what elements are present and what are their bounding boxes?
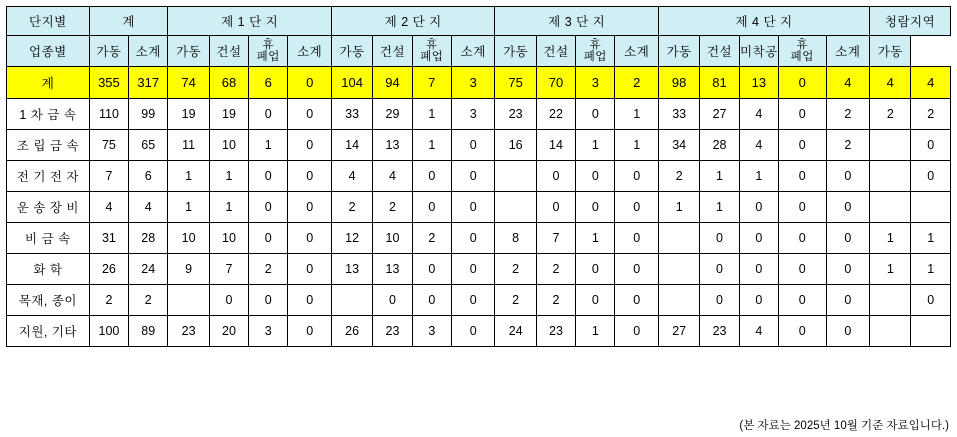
row-label: 목재, 종이 — [7, 285, 90, 316]
table-cell: 2 — [89, 285, 128, 316]
table-cell: 0 — [451, 285, 495, 316]
table-cell — [658, 254, 699, 285]
table-cell: 0 — [412, 161, 451, 192]
table-cell: 29 — [373, 99, 412, 130]
header-cell-category: 건설 — [536, 36, 575, 67]
table-cell: 1 — [209, 192, 248, 223]
header-cell-complex: 제 4 단 지 — [658, 7, 869, 36]
total-row-cell: 94 — [373, 67, 412, 99]
table-cell: 0 — [288, 130, 332, 161]
table-cell: 13 — [373, 130, 412, 161]
table-cell: 1 — [700, 161, 739, 192]
table-cell: 0 — [288, 192, 332, 223]
table-body — [7, 7, 951, 347]
table-cell: 0 — [700, 223, 739, 254]
table-cell: 0 — [739, 254, 778, 285]
table-row — [7, 254, 951, 285]
table-cell: 1 — [870, 254, 911, 285]
table-cell: 0 — [576, 161, 615, 192]
table-cell: 0 — [778, 130, 826, 161]
table-cell: 0 — [826, 254, 870, 285]
table-cell: 89 — [129, 316, 168, 347]
table-cell: 75 — [89, 130, 128, 161]
table-cell: 0 — [739, 192, 778, 223]
table-cell: 2 — [495, 285, 536, 316]
table-row — [7, 99, 951, 130]
table-cell: 7 — [209, 254, 248, 285]
header-cell-category: 건설 — [700, 36, 739, 67]
table-cell: 2 — [249, 254, 288, 285]
table-cell: 4 — [739, 99, 778, 130]
table-cell: 33 — [331, 99, 372, 130]
table-cell: 99 — [129, 99, 168, 130]
table-row — [7, 161, 951, 192]
row-label: 전 기 전 자 — [7, 161, 90, 192]
table-cell: 10 — [373, 223, 412, 254]
table-cell: 0 — [739, 285, 778, 316]
table-cell: 23 — [700, 316, 739, 347]
table-row — [7, 223, 951, 254]
table-cell: 2 — [129, 285, 168, 316]
table-cell — [870, 316, 911, 347]
table-cell: 0 — [615, 161, 659, 192]
total-row-cell: 104 — [331, 67, 372, 99]
header-cell-category-line: 폐업 — [790, 51, 814, 63]
table-cell: 2 — [373, 192, 412, 223]
table-cell: 0 — [249, 99, 288, 130]
table-cell: 2 — [495, 254, 536, 285]
total-row-cell: 3 — [576, 67, 615, 99]
table-cell: 8 — [495, 223, 536, 254]
table-cell — [495, 192, 536, 223]
total-row-cell: 7 — [412, 67, 451, 99]
table-cell: 4 — [739, 316, 778, 347]
table-cell: 1 — [576, 130, 615, 161]
header-cell-category: 건설 — [373, 36, 412, 67]
table-cell — [870, 285, 911, 316]
header-cell-category: 미착공 — [739, 36, 778, 67]
table-cell: 10 — [209, 223, 248, 254]
table-cell: 9 — [168, 254, 209, 285]
total-row-cell: 0 — [778, 67, 826, 99]
table-cell: 0 — [615, 192, 659, 223]
header-cell-category: 가동 — [495, 36, 536, 67]
total-row-label: 계 — [7, 67, 90, 99]
table-cell: 4 — [331, 161, 372, 192]
header-cell-category — [778, 36, 826, 67]
table-cell: 31 — [89, 223, 128, 254]
table-cell: 0 — [826, 192, 870, 223]
table-cell: 1 — [576, 223, 615, 254]
table-cell: 110 — [89, 99, 128, 130]
table-cell: 1 — [700, 192, 739, 223]
table-cell: 7 — [89, 161, 128, 192]
table-cell: 2 — [536, 254, 575, 285]
table-cell: 0 — [739, 223, 778, 254]
table-cell: 0 — [288, 99, 332, 130]
table-cell: 3 — [451, 99, 495, 130]
row-label: 운 송 장 비 — [7, 192, 90, 223]
table-cell: 16 — [495, 130, 536, 161]
table-cell: 24 — [129, 254, 168, 285]
table-cell: 27 — [700, 99, 739, 130]
table-cell: 2 — [412, 223, 451, 254]
total-row-cell: 3 — [451, 67, 495, 99]
table-cell: 0 — [451, 161, 495, 192]
header-cell-category-line: 휴 — [796, 38, 809, 51]
table-cell: 2 — [826, 130, 870, 161]
table-cell: 1 — [209, 161, 248, 192]
table-cell: 0 — [615, 285, 659, 316]
table-cell: 0 — [576, 99, 615, 130]
table-cell: 0 — [778, 192, 826, 223]
table-cell: 0 — [451, 223, 495, 254]
table-cell: 0 — [249, 161, 288, 192]
total-row-cell: 4 — [826, 67, 870, 99]
header-cell-category-line: 휴 — [425, 38, 438, 51]
table-cell: 1 — [911, 254, 951, 285]
table-cell: 0 — [412, 285, 451, 316]
table-cell: 4 — [129, 192, 168, 223]
table-cell: 0 — [373, 285, 412, 316]
total-row-cell: 0 — [288, 67, 332, 99]
footnote: (본 자료는 2025년 10월 기준 자료입니다.) — [739, 420, 949, 432]
table-cell: 6 — [129, 161, 168, 192]
table-cell: 1 — [870, 223, 911, 254]
table-cell: 0 — [288, 316, 332, 347]
table-cell: 0 — [576, 254, 615, 285]
table-cell: 28 — [129, 223, 168, 254]
table-cell: 100 — [89, 316, 128, 347]
table-cell: 20 — [209, 316, 248, 347]
table-cell: 0 — [778, 254, 826, 285]
header-cell-complex: 제 1 단 지 — [168, 7, 332, 36]
table-cell: 26 — [331, 316, 372, 347]
table-row — [7, 192, 951, 223]
header-cell-category-line: 휴 — [262, 38, 275, 51]
table-cell — [658, 285, 699, 316]
table-cell: 65 — [129, 130, 168, 161]
industrial-complex-table — [6, 6, 951, 347]
header-cell-category: 소계 — [288, 36, 332, 67]
table-cell: 0 — [778, 285, 826, 316]
table-cell: 0 — [911, 161, 951, 192]
table-cell: 0 — [911, 285, 951, 316]
table-cell: 2 — [536, 285, 575, 316]
header-cell-category — [412, 36, 451, 67]
table-cell: 0 — [249, 223, 288, 254]
header-cell-category-line: 폐업 — [256, 51, 280, 63]
row-label: 1 차 금 속 — [7, 99, 90, 130]
total-row-cell: 74 — [168, 67, 209, 99]
table-cell: 0 — [778, 223, 826, 254]
table-cell: 0 — [700, 285, 739, 316]
row-label: 조 립 금 속 — [7, 130, 90, 161]
table-cell: 2 — [826, 99, 870, 130]
table-cell: 1 — [168, 192, 209, 223]
table-cell: 23 — [168, 316, 209, 347]
table-cell: 1 — [739, 161, 778, 192]
table-cell: 13 — [331, 254, 372, 285]
table-cell: 0 — [536, 161, 575, 192]
table-cell: 0 — [288, 223, 332, 254]
table-cell: 23 — [373, 316, 412, 347]
table-cell: 0 — [412, 192, 451, 223]
table-cell: 0 — [451, 192, 495, 223]
table-cell: 0 — [288, 285, 332, 316]
table-cell — [658, 223, 699, 254]
table-cell: 1 — [576, 316, 615, 347]
table-cell: 4 — [373, 161, 412, 192]
total-row-cell: 13 — [739, 67, 778, 99]
table-cell — [495, 161, 536, 192]
table-cell: 4 — [89, 192, 128, 223]
table-cell — [911, 192, 951, 223]
table-cell: 7 — [536, 223, 575, 254]
header-cell-complex: 계 — [89, 7, 168, 36]
table-cell: 0 — [249, 285, 288, 316]
header-cell-category: 가동 — [331, 36, 372, 67]
header-cell-category: 가동 — [870, 36, 911, 67]
table-cell: 3 — [249, 316, 288, 347]
table-cell: 0 — [288, 161, 332, 192]
table-cell — [870, 192, 911, 223]
header-cell-category: 소계 — [826, 36, 870, 67]
header-cell-category — [249, 36, 288, 67]
table-cell: 2 — [658, 161, 699, 192]
table-row — [7, 316, 951, 347]
table-cell: 14 — [331, 130, 372, 161]
table-cell: 0 — [826, 223, 870, 254]
table-cell: 1 — [412, 130, 451, 161]
table-cell: 0 — [451, 316, 495, 347]
table-cell: 26 — [89, 254, 128, 285]
header-cell-category: 가동 — [658, 36, 699, 67]
total-row-cell: 81 — [700, 67, 739, 99]
table-cell — [870, 130, 911, 161]
table-cell: 33 — [658, 99, 699, 130]
total-row-cell: 4 — [870, 67, 911, 99]
table-cell: 2 — [870, 99, 911, 130]
header-cell-category-line: 휴 — [589, 38, 602, 51]
header-cell-complex: 단지별 — [7, 7, 90, 36]
header-cell-category: 가동 — [89, 36, 128, 67]
header-cell-category-line: 폐업 — [420, 51, 444, 63]
header-cell-category: 가동 — [168, 36, 209, 67]
table-cell: 34 — [658, 130, 699, 161]
total-row-cell: 75 — [495, 67, 536, 99]
table-cell — [168, 285, 209, 316]
table-cell: 0 — [576, 192, 615, 223]
table-cell: 0 — [826, 161, 870, 192]
table-cell: 1 — [168, 161, 209, 192]
table-row — [7, 130, 951, 161]
header-row-complexes — [7, 7, 951, 36]
table-cell: 1 — [615, 99, 659, 130]
table-cell: 0 — [615, 223, 659, 254]
header-cell-category-line: 폐업 — [583, 51, 607, 63]
table-cell: 0 — [911, 130, 951, 161]
table-cell — [331, 285, 372, 316]
header-cell-complex: 제 2 단 지 — [331, 7, 495, 36]
table-cell: 2 — [911, 99, 951, 130]
table-cell: 0 — [536, 192, 575, 223]
table-cell: 0 — [778, 316, 826, 347]
total-row-cell: 68 — [209, 67, 248, 99]
table-cell — [911, 316, 951, 347]
table-cell: 19 — [168, 99, 209, 130]
table-cell: 11 — [168, 130, 209, 161]
table-cell: 10 — [209, 130, 248, 161]
table-cell: 0 — [412, 254, 451, 285]
table-cell: 3 — [412, 316, 451, 347]
table-cell: 0 — [615, 254, 659, 285]
table-cell: 22 — [536, 99, 575, 130]
table-cell — [870, 161, 911, 192]
table-cell: 14 — [536, 130, 575, 161]
table-cell: 4 — [739, 130, 778, 161]
total-row — [7, 67, 951, 99]
table-cell: 19 — [209, 99, 248, 130]
table-cell: 23 — [495, 99, 536, 130]
total-row-cell: 317 — [129, 67, 168, 99]
table-cell: 0 — [451, 254, 495, 285]
table-cell: 1 — [249, 130, 288, 161]
total-row-cell: 355 — [89, 67, 128, 99]
table-cell: 23 — [536, 316, 575, 347]
table-cell: 0 — [778, 99, 826, 130]
table-cell: 10 — [168, 223, 209, 254]
table-cell: 28 — [700, 130, 739, 161]
header-cell-complex: 청람지역 — [870, 7, 951, 36]
table-cell: 24 — [495, 316, 536, 347]
table-cell: 0 — [249, 192, 288, 223]
header-cell-category: 소계 — [451, 36, 495, 67]
total-row-cell: 4 — [911, 67, 951, 99]
row-label: 비 금 속 — [7, 223, 90, 254]
table-cell: 0 — [615, 316, 659, 347]
header-cell-category: 건설 — [209, 36, 248, 67]
header-row-categories — [7, 36, 951, 67]
table-cell: 12 — [331, 223, 372, 254]
table-cell: 0 — [209, 285, 248, 316]
row-label: 화 학 — [7, 254, 90, 285]
total-row-cell: 2 — [615, 67, 659, 99]
header-cell-category: 소계 — [129, 36, 168, 67]
header-cell-category: 소계 — [615, 36, 659, 67]
header-cell-category: 업종별 — [7, 36, 90, 67]
table-cell: 0 — [826, 316, 870, 347]
table-cell: 0 — [576, 285, 615, 316]
table-cell: 0 — [451, 130, 495, 161]
table-cell: 1 — [911, 223, 951, 254]
total-row-cell: 6 — [249, 67, 288, 99]
table-cell: 0 — [288, 254, 332, 285]
table-cell: 1 — [615, 130, 659, 161]
table-cell: 1 — [658, 192, 699, 223]
table-cell: 2 — [331, 192, 372, 223]
row-label: 지원, 기타 — [7, 316, 90, 347]
table-row — [7, 285, 951, 316]
table-cell: 1 — [412, 99, 451, 130]
header-cell-category — [576, 36, 615, 67]
table-cell: 0 — [826, 285, 870, 316]
table-cell: 13 — [373, 254, 412, 285]
total-row-cell: 98 — [658, 67, 699, 99]
table-cell: 27 — [658, 316, 699, 347]
header-cell-complex: 제 3 단 지 — [495, 7, 659, 36]
table-cell: 0 — [778, 161, 826, 192]
total-row-cell: 70 — [536, 67, 575, 99]
table-cell: 0 — [700, 254, 739, 285]
